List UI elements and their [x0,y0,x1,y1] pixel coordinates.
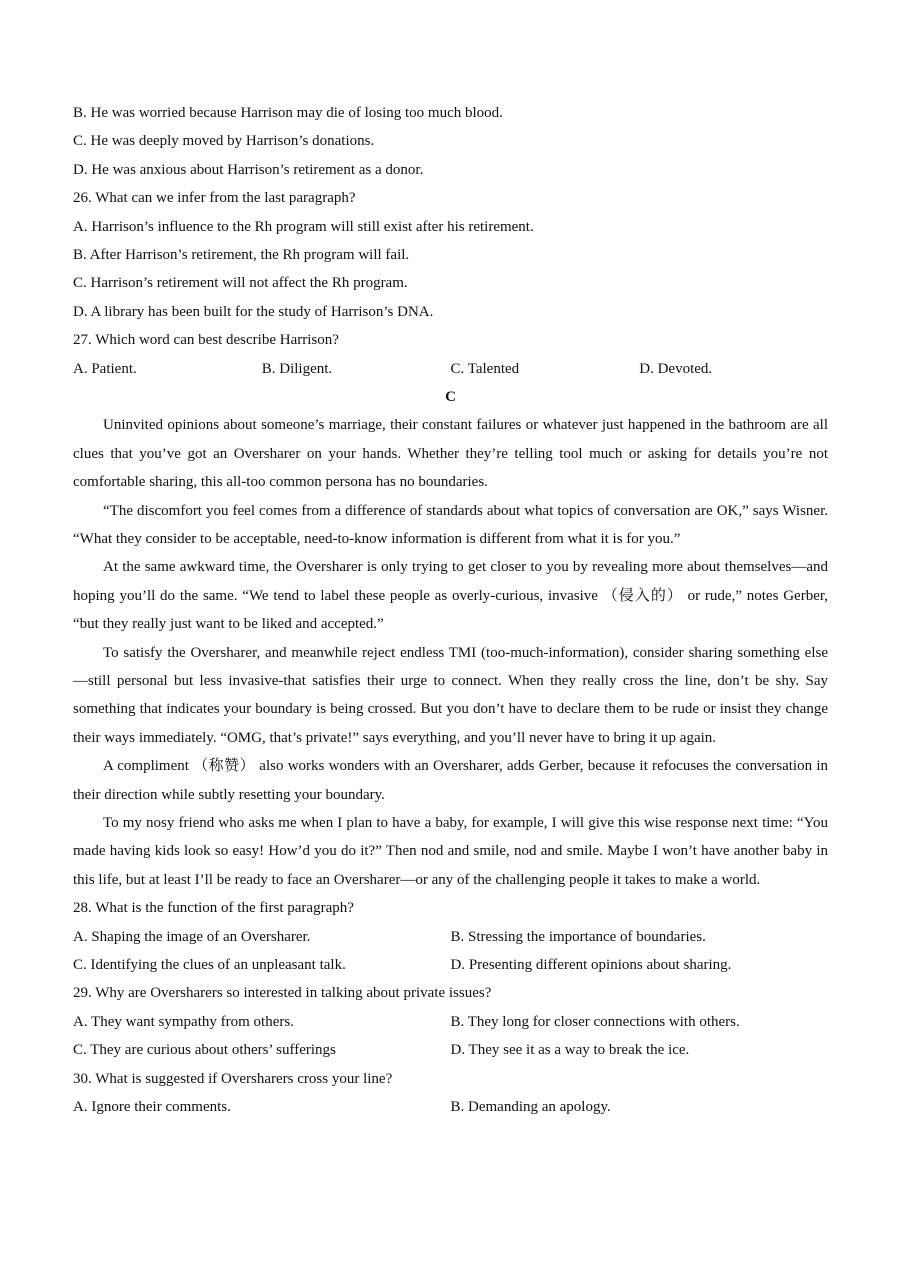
passage-paragraph: To my nosy friend who asks me when I plan to have a baby, for example, I will give this wise response next time: “You made having kids look so easy! How’d you do it?” Then nod and smile, nod and smile. Maybe I won’t have another baby in this life, but at least I’ll be ready to face an Oversharer—or any of the challenging people it takes to make a world. [73,814,828,888]
q29-option-d: D. They see it as a way to break the ice. [450,1042,690,1059]
q26-option-b: B. After Harrison’s retirement, the Rh program will fail. [73,246,410,263]
q29-options-row-1 [73,1008,828,1036]
q27-option-d: D. Devoted. [639,360,713,377]
q29-option-a: A. They want sympathy from others. [73,1013,294,1030]
q30-options-row-1 [73,1093,828,1121]
passage-paragraph: “The discomfort you feel comes from a difference of standards about what topics of conversation are OK,” says Wisner. “What they consider to be acceptable, need-to-know information is different from what it is for you.” [73,502,828,547]
q30-option-b: B. Demanding an apology. [450,1098,611,1115]
q28-option-b: B. Stressing the importance of boundaries. [450,928,706,945]
section-title: C [445,388,456,405]
q25-option-c: C. He was deeply moved by Harrison’s donations. [73,133,375,150]
q28-option-c: C. Identifying the clues of an unpleasant talk. [73,956,346,973]
q28-question: 28. What is the function of the first paragraph? [73,900,354,917]
page-content [73,99,828,1121]
q30-option-a: A. Ignore their comments. [73,1098,231,1115]
q27-option-c: C. Talented [450,360,520,377]
q30-question: 30. What is suggested if Oversharers cross your line? [73,1070,393,1087]
q29-question: 29. Why are Oversharers so interested in talking about private issues? [73,985,492,1002]
q25-option-d: D. He was anxious about Harrison’s retirement as a donor. [73,161,424,178]
q27-option-b: B. Diligent. [261,360,333,377]
q28-option-a: A. Shaping the image of an Oversharer. [73,928,311,945]
q26-option-c: C. Harrison’s retirement will not affect the Rh program. [73,275,408,292]
q25-option-b: B. He was worried because Harrison may die of losing too much blood. [73,105,503,121]
passage-paragraph: At the same awkward time, the Oversharer is only trying to get closer to you by revealing more about themselves—and hoping you’ll do the same. “We tend to label these people as overly-curious, invasive （侵入的） or rude,” notes Gerber, “but they really just want to be liked and accepted.” [73,559,828,633]
q26-option-d: D. A library has been built for the study of Harrison’s DNA. [73,303,434,320]
passage-paragraph: Uninvited opinions about someone’s marriage, their constant failures or whatever just happened in the bathroom are all clues that you’ve got an Oversharer on your hands. Whether they’re telling tool much or asking for details you’re not comfortable sharing, this all-too common persona has no boundaries. [73,417,828,491]
q27-option-a: A. Patient. [73,360,137,377]
passage-paragraph: To satisfy the Oversharer, and meanwhile reject endless TMI (too-much-information), consider sharing something else—still personal but less invasive-that satisfies their urge to connect. When they really cross the line, don’t be shy. Say something that indicates your boundary is being crossed. But you don’t have to declare them to be rude or insist they change their ways immediately. “OMG, that’s private!” says everything, and you’ll never have to bring it up again. [73,644,828,746]
q28-options-row-2 [73,951,828,979]
q29-options-row-2 [73,1036,828,1064]
q29-option-b: B. They long for closer connections with others. [450,1013,740,1030]
q26-question: 26. What can we infer from the last paragraph? [73,190,356,207]
q29-option-c: C. They are curious about others’ sufferings [73,1042,336,1059]
q26-option-a: A. Harrison’s influence to the Rh program will still exist after his retirement. [73,218,534,235]
q27-question: 27. Which word can best describe Harrison? [73,332,339,349]
q28-options-row-1 [73,923,828,951]
q28-option-d: D. Presenting different opinions about sharing. [450,956,732,973]
q27-options [73,355,828,383]
passage-paragraph: A compliment （称赞） also works wonders with an Oversharer, adds Gerber, because it refocuses the conversation in their direction while subtly resetting your boundary. [73,758,828,803]
